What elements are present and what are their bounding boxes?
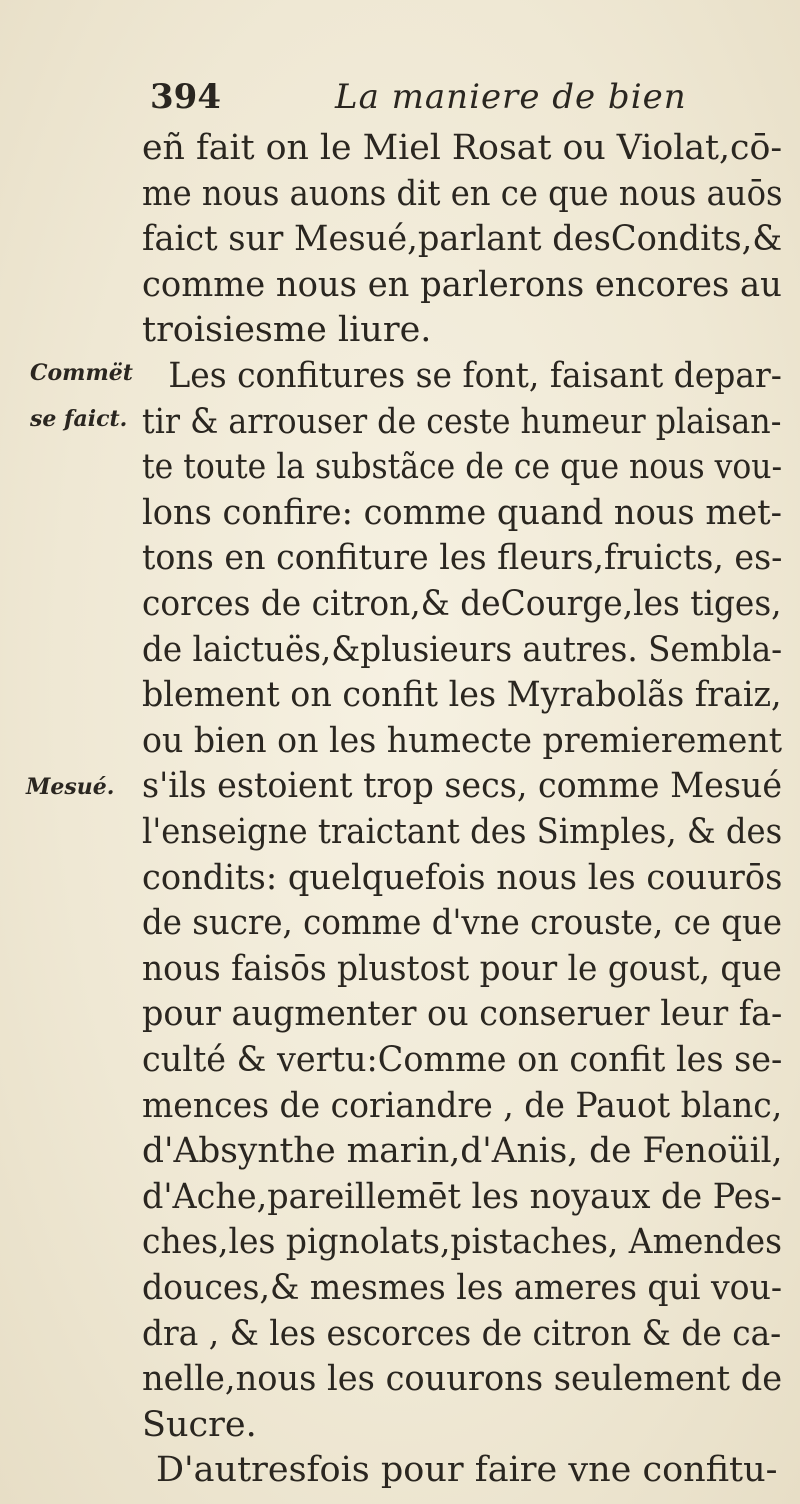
text-line: l'enseigne traictant des Simples, & des (142, 812, 783, 852)
text-line: eñ fait on le Miel Rosat ou Violat,cō- (142, 128, 783, 168)
text-line: douces,& mesmes les ameres qui vou- (142, 1268, 783, 1308)
text-line: s'ils estoient trop secs, comme Mesué (142, 766, 783, 807)
text-line: Sucre. (142, 1404, 257, 1445)
text-line: faict sur Mesué,parlant desCondits,& (142, 219, 783, 260)
text-line: de laictuës,&plusieurs autres. Sembla- (142, 629, 783, 670)
text-line: blement on confit les Myrabolãs fraiz, (142, 675, 782, 716)
text-line: me nous auons dit en ce que nous auōs (142, 173, 783, 214)
margin-note-se-faict: se faict. (30, 405, 128, 432)
running-head (150, 72, 750, 122)
text-line: mences de coriandre , de Pauot blanc, (142, 1085, 783, 1126)
text-line: ches,les pignolats,pistaches, Amendes (142, 1222, 782, 1263)
text-line: tons en confiture les fleurs,fruicts, es- (142, 538, 783, 579)
margin-note-mesue: Mesué. (26, 774, 115, 801)
text-line: comme nous en parlerons encores au (142, 264, 782, 305)
text-line: dra , & les escorces de citron & de ca- (142, 1313, 782, 1354)
running-title: La maniere de bien (335, 77, 687, 117)
text-line: lons confire: comme quand nous met- (142, 492, 782, 533)
page-number: 394 (150, 77, 221, 117)
text-line: nelle,nous les couurons seulement de (142, 1359, 783, 1400)
text-line: culté & vertu:Comme on confit les se- (142, 1040, 783, 1080)
text-line: condits: quelquefois nous les couurōs (142, 857, 783, 898)
text-line: pour augmenter ou conseruer leur fa- (142, 994, 783, 1035)
text-line: corces de citron,& deCourge,les tiges, (142, 584, 782, 624)
text-line: te toute la substãce de ce que nous vou- (142, 447, 783, 488)
text-line: Les confitures se font, faisant depar- (168, 356, 782, 396)
text-line: nous faisōs plustost pour le goust, que (142, 948, 782, 989)
text-line: ou bien on les humecte premierement (142, 720, 783, 761)
text-line: D'autresfois pour faire vne confitu- (156, 1450, 778, 1491)
text-line: d'Absynthe marin,d'Anis, de Fenoüil, (142, 1131, 783, 1172)
text-line: d'Ache,pareillemēt les noyaux de Pes- (142, 1176, 782, 1217)
ink-speck (776, 1478, 792, 1486)
text-line: troisiesme liure. (142, 310, 432, 351)
margin-note-commet: Commët (30, 360, 133, 386)
text-line: tir & arrouser de ceste humeur plaisan- (142, 401, 782, 442)
text-line: de sucre, comme d'vne crouste, ce que (142, 903, 783, 944)
